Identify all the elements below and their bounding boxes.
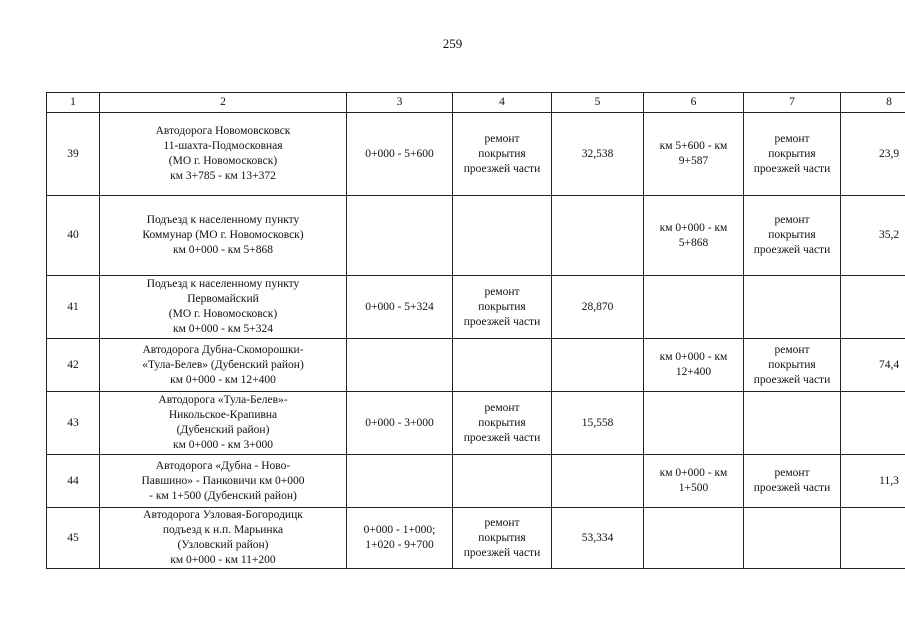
header-cell-4: 4 [453,93,552,113]
value-cell: 11,3 [841,455,905,508]
amount-cell [552,455,644,508]
row-number-cell: 45 [47,508,100,569]
work-type-cell [453,196,552,276]
road-name-cell: Подъезд к населенному пункту Коммунар (МО г. Новомосковск) км 0+000 - км 5+868 [100,196,347,276]
work-type-cell: ремонт покрытия проезжей части [453,392,552,455]
work-type-2-cell [744,508,841,569]
work-type-2-cell [744,392,841,455]
header-cell-7: 7 [744,93,841,113]
table-row [47,113,905,196]
work-type-cell: ремонт покрытия проезжей части [453,276,552,339]
section-range-cell: 0+000 - 5+600 [347,113,453,196]
table-row [47,276,905,339]
table-row [47,392,905,455]
header-cell-5: 5 [552,93,644,113]
km-range-cell [644,276,744,339]
work-type-2-cell: ремонт покрытия проезжей части [744,113,841,196]
table-row [47,196,905,276]
table-row [47,339,905,392]
header-cell-1: 1 [47,93,100,113]
km-range-cell: км 0+000 - км 1+500 [644,455,744,508]
section-range-cell [347,196,453,276]
work-type-cell: ремонт покрытия проезжей части [453,113,552,196]
km-range-cell: км 0+000 - км 12+400 [644,339,744,392]
table-row [47,455,905,508]
amount-cell: 15,558 [552,392,644,455]
value-cell [841,276,905,339]
km-range-cell: км 5+600 - км 9+587 [644,113,744,196]
section-range-cell: 0+000 - 3+000 [347,392,453,455]
row-number-cell: 40 [47,196,100,276]
section-range-cell [347,455,453,508]
km-range-cell: км 0+000 - км 5+868 [644,196,744,276]
section-range-cell: 0+000 - 1+000; 1+020 - 9+700 [347,508,453,569]
road-name-cell: Автодорога Дубна-Скоморошки- «Тула-Белев» (Дубенский район) км 0+000 - км 12+400 [100,339,347,392]
header-row [47,93,905,113]
row-number-cell: 42 [47,339,100,392]
road-repair-table [46,92,905,569]
work-type-cell: ремонт покрытия проезжей части [453,508,552,569]
header-cell-2: 2 [100,93,347,113]
value-cell: 23,9 [841,113,905,196]
value-cell [841,508,905,569]
header-cell-6: 6 [644,93,744,113]
amount-cell: 53,334 [552,508,644,569]
amount-cell: 28,870 [552,276,644,339]
row-number-cell: 44 [47,455,100,508]
value-cell: 74,4 [841,339,905,392]
work-type-2-cell: ремонт проезжей части [744,455,841,508]
road-name-cell: Подъезд к населенному пункту Первомайский (МО г. Новомосковск) км 0+000 - км 5+324 [100,276,347,339]
table-row [47,508,905,569]
road-name-cell: Автодорога «Тула-Белев»- Никольское-Крапивна (Дубенский район) км 0+000 - км 3+000 [100,392,347,455]
road-name-cell: Автодорога Узловая-Богородицк подъезд к н.п. Марьинка (Узловский район) км 0+000 - км 11+200 [100,508,347,569]
header-cell-3: 3 [347,93,453,113]
work-type-2-cell: ремонт покрытия проезжей части [744,196,841,276]
road-name-cell: Автодорога Новомовсковск 11-шахта-Подмосковная (МО г. Новомосковск) км 3+785 - км 13+372 [100,113,347,196]
row-number-cell: 43 [47,392,100,455]
row-number-cell: 41 [47,276,100,339]
row-number-cell: 39 [47,113,100,196]
amount-cell [552,196,644,276]
section-range-cell: 0+000 - 5+324 [347,276,453,339]
section-range-cell [347,339,453,392]
page-number: 259 [442,36,463,51]
work-type-2-cell: ремонт покрытия проезжей части [744,339,841,392]
road-name-cell: Автодорога «Дубна - Ново- Павшино» - Панковичи км 0+000 - км 1+500 (Дубенский район) [100,455,347,508]
value-cell: 35,2 [841,196,905,276]
amount-cell: 32,538 [552,113,644,196]
amount-cell [552,339,644,392]
km-range-cell [644,508,744,569]
header-cell-8: 8 [841,93,905,113]
work-type-cell [453,455,552,508]
work-type-2-cell [744,276,841,339]
value-cell [841,392,905,455]
km-range-cell [644,392,744,455]
work-type-cell [453,339,552,392]
